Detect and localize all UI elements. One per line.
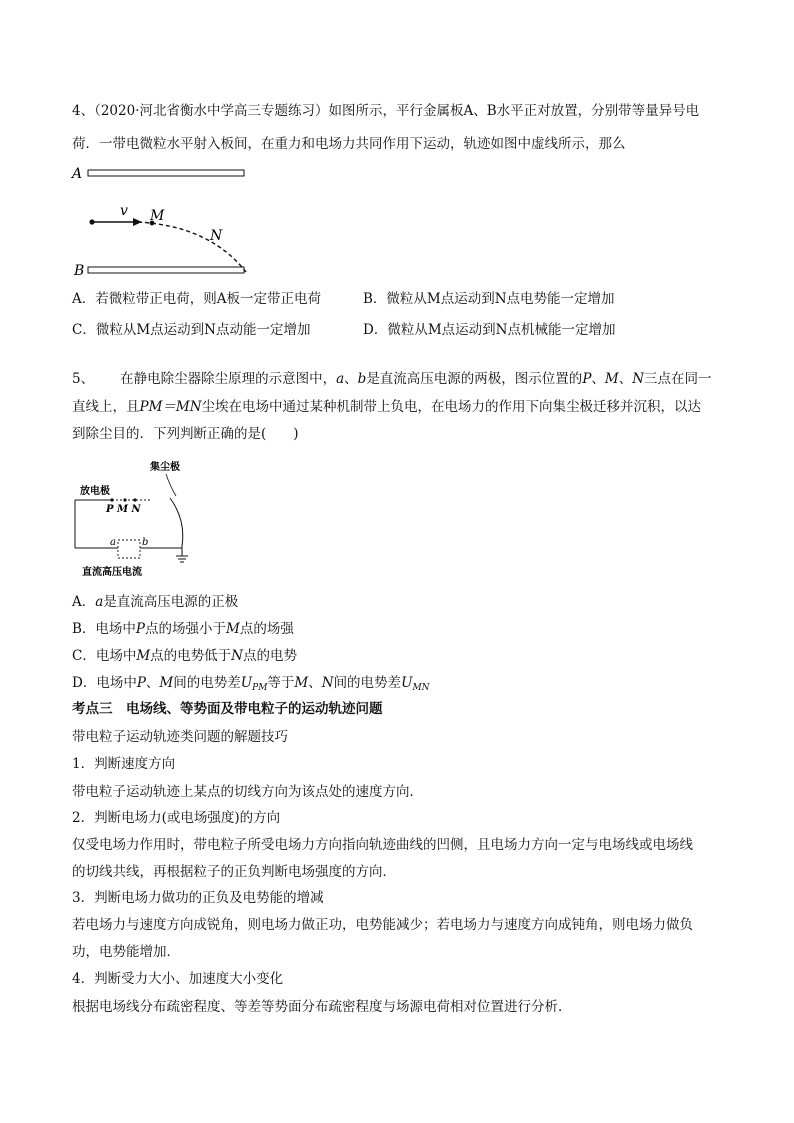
tip-2-body-line-2: 的切线共线，再根据粒子的正负判断电场强度的方向． (72, 864, 396, 880)
tip-3-title: 3．判断电场力做功的正负及电势能的增减 (72, 890, 324, 906)
q5-option-var: N (321, 675, 334, 691)
tip-3-body-line-2: 功，电势能增加． (72, 944, 180, 960)
terminal-b-label: b (142, 537, 149, 548)
q5-number: 5、 (72, 371, 95, 387)
q4-option-a: A．若微粒带正电荷，则A板一定带正电荷 (72, 291, 321, 307)
q5-option-text: B．电场中 (72, 621, 136, 637)
q5-text: 三点在同一 (644, 371, 712, 387)
q5-text: 在静电除尘器除尘原理的示意图中， (120, 371, 337, 387)
q5-var-b: b (357, 371, 367, 387)
q5-sep: 、 (591, 371, 605, 387)
q4-option-b: B．微粒从M点运动到N点电势能一定增加 (363, 291, 615, 307)
q5-option-b (72, 619, 722, 639)
q4-figure (70, 160, 260, 278)
q5-option-text: 是直流高压电源的正极 (103, 594, 239, 610)
tip-2-title: 2．判断电场力(或电场强度)的方向 (72, 810, 281, 826)
tip-4-title: 4．判断受力大小、加速度大小变化 (72, 971, 284, 987)
q5-option-var: M (159, 675, 174, 691)
q5-var-n: N (632, 371, 645, 387)
q5-text: 尘埃在电场中通过某种机制带上负电，在电场力的作用下向集尘极迁移并沉积，以达 (201, 399, 702, 415)
tip-3-body-line-1: 若电场力与速度方向成锐角，则电场力做正功，电势能减少；若电场力与速度方向成钝角，则电场力做负 (72, 917, 693, 933)
tip-1-body: 带电粒子运动轨迹上某点的切线方向为该点处的速度方向． (72, 784, 423, 800)
q5-text: 是直流高压电源的两极，图示位置的 (366, 371, 583, 387)
q5-equation: PM＝MN (139, 399, 202, 415)
plate-a (88, 170, 244, 176)
q4-option-c: C．微粒从M点运动到N点动能一定增加 (72, 322, 311, 338)
points-label: P M N (106, 504, 141, 515)
q5-option-c (72, 646, 722, 666)
q4-stem-line-1: 4、（2020·河北省衡水中学高三专题练习）如图所示，平行金属板A、B水平正对放置，分别带等量异号电 (72, 103, 700, 119)
q5-option-subscript: PM (252, 683, 268, 693)
q5-var-m: M (604, 371, 619, 387)
q4-stem-line-2: 荷．一带电微粒水平射入板间，在重力和电场力共同作用下运动，轨迹如图中虚线所示，那么 (72, 136, 626, 152)
q5-option-text: 、 (308, 675, 322, 691)
q5-option-text: 间的电势差 (173, 675, 241, 691)
trajectory-dashed (138, 222, 246, 272)
q5-option-text: C．电场中 (72, 648, 137, 664)
q5-option-var: U (240, 675, 253, 691)
q5-figure (70, 456, 200, 580)
section-intro: 带电粒子运动轨迹类问题的解题技巧 (72, 729, 288, 745)
plate-b-label: B (74, 263, 85, 278)
q5-option-text: 间的电势差 (333, 675, 402, 691)
q5-var-a: a (336, 371, 345, 387)
q5-sep: 、 (618, 371, 633, 387)
q5-option-var: a (95, 594, 104, 610)
q5-option-var: P (136, 675, 146, 691)
q5-option-var: N (231, 648, 243, 664)
point-m-label: M (150, 208, 165, 224)
q5-option-var: U (401, 675, 413, 691)
q4-option-d: D．微粒从M点运动到N点机械能一定增加 (363, 322, 616, 338)
plate-b (88, 267, 244, 273)
q5-option-var: M (136, 648, 151, 664)
velocity-label: v (120, 203, 128, 219)
q5-option-var: P (135, 621, 146, 637)
q5-stem-line-2 (72, 397, 722, 417)
q5-var-p: P (582, 371, 592, 387)
point-n-label: N (210, 228, 223, 244)
q5-sep: 、 (344, 371, 358, 387)
tip-4-body: 根据电场线分布疏密程度、等差等势面分布疏密程度与场源电荷相对位置进行分析． (72, 999, 572, 1015)
q5-text: 直线上，且 (72, 399, 140, 415)
tip-2-body-line-1: 仅受电场力作用时，带电粒子所受电场力方向指向轨迹曲线的凹侧，且电场力方向一定与电场线或电场线 (72, 837, 693, 853)
q5-option-subscript: MN (412, 683, 430, 693)
section-heading: 考点三 电场线、等势面及带电粒子的运动轨迹问题 (72, 701, 383, 717)
q5-option-text: 、 (145, 675, 160, 691)
q5-option-text: 点的场强小于 (145, 621, 227, 637)
collector-label: 集尘极 (150, 462, 180, 473)
collector-plate (170, 498, 183, 546)
tip-1-title: 1．判断速度方向 (72, 756, 176, 772)
point-p-dot (110, 498, 113, 501)
q5-option-text: D．电场中 (72, 675, 137, 691)
point-n-dot (133, 498, 136, 501)
q5-option-var: M (226, 621, 240, 637)
q5-option-text: A． (72, 594, 96, 610)
q5-stem-line-1 (72, 369, 722, 389)
q5-option-text: 等于 (267, 675, 295, 691)
q5-option-var: M (294, 675, 309, 691)
plate-a-label: A (72, 166, 83, 182)
q5-option-text: 点的电势低于 (150, 648, 232, 664)
power-source-box (118, 540, 140, 558)
terminal-a-label: a (110, 537, 116, 548)
point-m-dot (123, 498, 126, 501)
q5-option-d (72, 673, 722, 698)
collector-pointer (166, 474, 176, 496)
q5-option-text: 点的电势 (242, 648, 297, 664)
q5-stem-line-3: 到除尘目的．下列判断正确的是( ) (72, 426, 299, 442)
power-source-label: 直流高压电流 (82, 567, 142, 578)
q5-option-text: 点的场强 (239, 621, 294, 637)
emitter-label: 放电极 (80, 486, 110, 497)
q5-option-a (72, 592, 722, 612)
